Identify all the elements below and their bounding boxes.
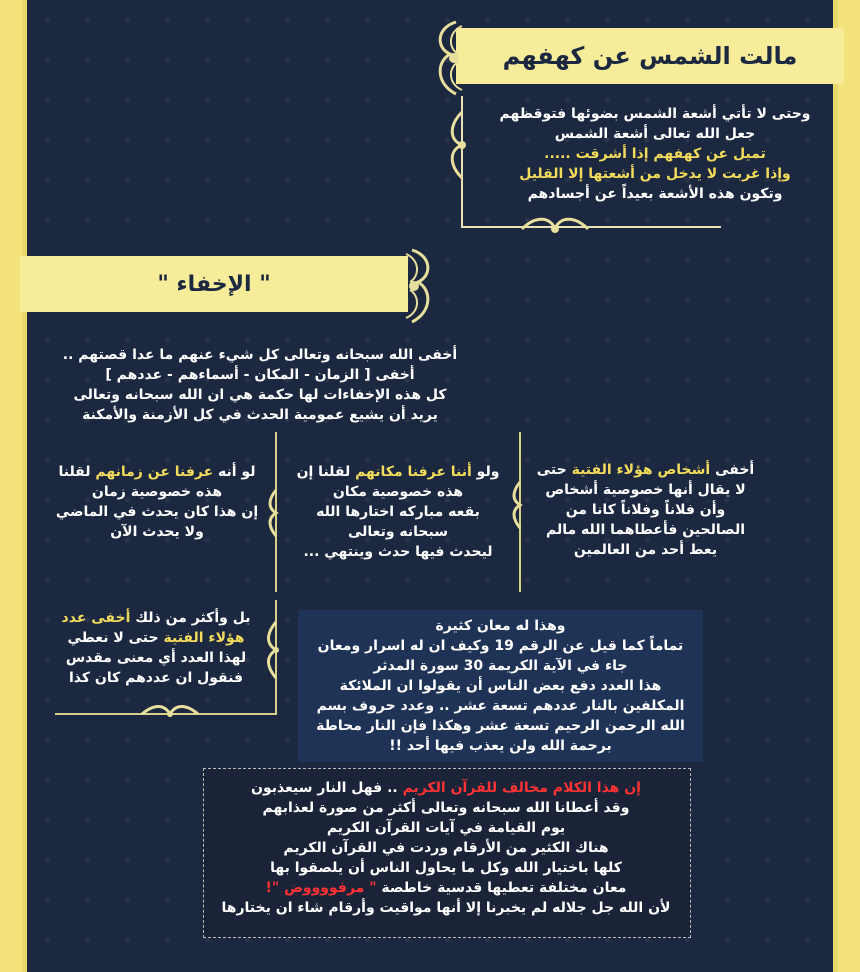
- meanings-paragraph: [298, 616, 703, 756]
- banner-title-sun: مالت الشمس عن كهفهم: [502, 42, 798, 70]
- text-line: وحتى لا تأتي أشعة الشمس بضوئها فتوقظهم: [499, 106, 811, 122]
- text-line: الصالحين فأعطاهما الله مالم: [545, 522, 746, 538]
- place-column: [282, 462, 514, 562]
- text-line: المكلفين بالنار عددهم تسعة عشر .. وعدد حروف بسم: [316, 698, 685, 714]
- text-line: لأن الله جل جلاله لم يخبرنا إلا أنها مواقيت وأرقام شاء ان يختارها: [221, 900, 671, 916]
- text-line: وتكون هذه الأشعة بعيداً عن أجسادهم: [527, 186, 783, 202]
- text-line: هذه خصوصية زمان: [91, 484, 223, 500]
- text-line: يوم القيامة في آيات القرآن الكريم: [326, 820, 566, 836]
- text-line: كل هذه الإخفاءات لها حكمة هي ان الله سبحانه وتعالى: [73, 387, 447, 403]
- text-line: هؤلاء الفتية حتى لا نعطي: [67, 630, 245, 646]
- text-line: برحمة الله ولن يعذب فيها أحد !!: [389, 738, 612, 754]
- number-column: [40, 608, 272, 688]
- people-column: [528, 460, 763, 560]
- banner-title-concealment: " الإخفاء ": [157, 271, 271, 297]
- text-line: وهذا له معان كثيرة: [435, 618, 566, 634]
- text-line: الله الرحمن الرحيم تسعة عشر وهكذا فإن النار محاطة: [316, 718, 685, 734]
- text-line: لهذا العدد أي معنى مقدس: [65, 650, 247, 666]
- frame-ornament-icon: [140, 702, 200, 726]
- quran-paragraph: [203, 778, 689, 918]
- text-line: أخفى أشخاص هؤلاء الفتية حتى: [536, 462, 755, 478]
- text-line: يريد أن يشيع عمومية الحدث في كل الأزمنة والأمكنة: [82, 407, 438, 423]
- text-line: لو أنه عرفنا عن زمانهم لقلنا: [58, 464, 256, 480]
- text-line: ولا يحدث الآن: [110, 524, 204, 540]
- frame-line: [461, 226, 721, 228]
- time-column: [42, 462, 272, 542]
- text-line: جاء في الآية الكريمة 30 سورة المدثر: [373, 658, 628, 674]
- text-line: سبحانه وتعالى: [348, 524, 448, 540]
- text-line: إن هذا الكلام مخالف للقرآن الكريم .. فهل النار سيعذبون: [251, 780, 641, 796]
- text-line: هناك الكثير من الأرقام وردت في القرآن الكريم: [283, 840, 609, 856]
- text-line: معان مختلفة تعطيها قدسية خاطصة " مرفووووض "!: [265, 880, 627, 896]
- text-line: بل وأكثر من ذلك أخفى عدد: [61, 610, 251, 626]
- frame-ornament-icon: [264, 620, 288, 680]
- concealment-paragraph: [40, 345, 480, 425]
- text-line: إن هذا كان يحدث في الماضي: [55, 504, 259, 520]
- text-line: أخفى الله سبحانه وتعالى كل شيء عنهم ما عدا قصتهم ..: [62, 347, 458, 363]
- text-line: وقد أعطانا الله سبحانه وتعالى أكثر من صورة لعذابهم: [262, 800, 630, 816]
- text-line: فنقول ان عددهم كان كذا: [68, 670, 244, 686]
- text-line: وأن فلاناً وفلاناً كانا من: [565, 502, 726, 518]
- title-banner-sun: [456, 28, 844, 84]
- text-line: يعط أحد من العالمين: [573, 542, 718, 558]
- text-line: أخفى [ الزمان - المكان - أسماءهم - عددهم ]: [105, 367, 415, 383]
- text-line: هذا العدد دفع بعض الناس أن يقولوا ان الملائكة: [339, 678, 662, 694]
- text-line: ليحدث فيها حدث وينتهي ...: [303, 544, 493, 560]
- ornament-icon: [398, 246, 442, 326]
- text-line: بقعه مباركه اختارها الله: [316, 504, 480, 520]
- frame-ornament-icon: [520, 214, 590, 244]
- title-banner-concealment: [20, 256, 408, 312]
- text-line: تميل عن كهفهم إذا أشرقت .....: [544, 146, 766, 162]
- text-line: وإذا غربت لا يدخل من أشعتها إلا القليل: [519, 166, 791, 182]
- ornament-icon: [426, 18, 470, 98]
- text-line: جعل الله تعالى أشعة الشمس: [554, 126, 756, 142]
- sun-paragraph: [470, 104, 840, 204]
- text-line: تماماً كما قيل عن الرقم 19 وكيف ان له اسرار ومعان: [317, 638, 684, 654]
- text-line: ولو أننا عرفنا مكانهم لقلنا إن: [296, 464, 500, 480]
- text-line: هذه خصوصية مكان: [332, 484, 464, 500]
- text-line: لا يقال أنها خصوصية أشخاص: [545, 482, 746, 498]
- text-line: كلها باختيار الله وكل ما يحاول الناس أن يلصقوا بها: [270, 860, 622, 876]
